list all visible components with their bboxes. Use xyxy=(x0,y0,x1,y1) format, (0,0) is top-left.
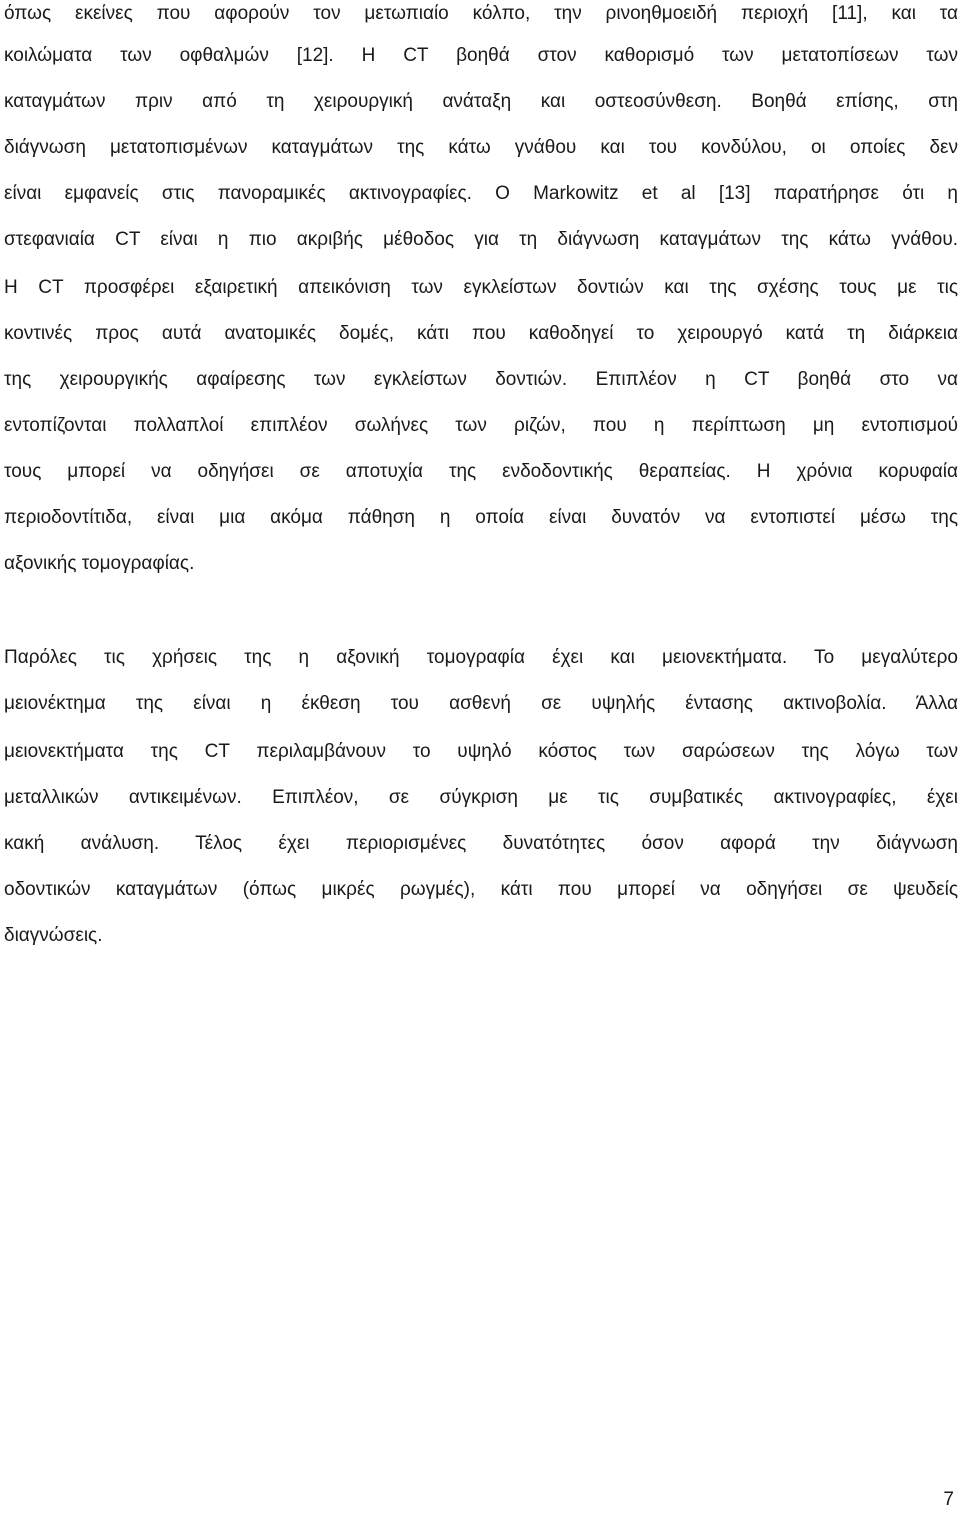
text-line: όπως εκείνες που αφορούν τον μετωπιαίο κόλπο, την ρινοηθμοειδή περιοχή [11], και τα xyxy=(4,3,958,24)
text-line: της χειρουργικής αφαίρεσης των εγκλείστων δοντιών. Επιπλέον η CT βοηθά στο να xyxy=(4,369,958,390)
text-line: μειονέκτημα της είναι η έκθεση του ασθενή σε υψηλής έντασης ακτινοβολία. Άλλα xyxy=(4,693,958,714)
text-line: κακή ανάλυση. Τέλος έχει περιορισμένες δυνατότητες όσον αφορά την διάγνωση xyxy=(4,833,958,854)
text-line: είναι εμφανείς στις πανοραμικές ακτινογραφίες. Ο Markowitz et al [13] παρατήρησε ότι η xyxy=(4,183,958,204)
text-line: Η CT προσφέρει εξαιρετική απεικόνιση των εγκλείστων δοντιών και της σχέσης τους με τις xyxy=(4,277,958,298)
text-line: διάγνωση μετατοπισμένων καταγμάτων της κάτω γνάθου και του κονδύλου, οι οποίες δεν xyxy=(4,137,958,158)
text-line: καταγμάτων πριν από τη χειρουργική ανάταξη και οστεοσύνθεση. Βοηθά επίσης, στη xyxy=(4,91,958,112)
text-line: περιοδοντίτιδα, είναι μια ακόμα πάθηση η οποία είναι δυνατόν να εντοπιστεί μέσω της xyxy=(4,507,958,528)
text-line: μεταλλικών αντικειμένων. Επιπλέον, σε σύγκριση με τις συμβατικές ακτινογραφίες, έχει xyxy=(4,787,958,808)
text-line: κοιλώματα των οφθαλμών [12]. Η CT βοηθά στον καθορισμό των μετατοπίσεων των xyxy=(4,45,958,66)
page-number: 7 xyxy=(943,1489,954,1510)
text-line: τους μπορεί να οδηγήσει σε αποτυχία της ενδοδοντικής θεραπείας. Η χρόνια κορυφαία xyxy=(4,461,958,482)
text-line: διαγνώσεις. xyxy=(4,925,103,946)
text-line: στεφανιαία CT είναι η πιο ακριβής μέθοδος για τη διάγνωση καταγμάτων της κάτω γνάθου. xyxy=(4,229,958,250)
text-line: αξονικής τομογραφίας. xyxy=(4,553,195,574)
text-line: εντοπίζονται πολλαπλοί επιπλέον σωλήνες των ριζών, που η περίπτωση μη εντοπισμού xyxy=(4,415,958,436)
text-line: μειονεκτήματα της CT περιλαμβάνουν το υψηλό κόστος των σαρώσεων της λόγω των xyxy=(4,741,958,762)
text-line: κοντινές προς αυτά ανατομικές δομές, κάτι που καθοδηγεί το χειρουργό κατά τη διάρκεια xyxy=(4,323,958,344)
text-line: Παρόλες τις χρήσεις της η αξονική τομογραφία έχει και μειονεκτήματα. Το μεγαλύτερο xyxy=(4,647,958,668)
text-line: οδοντικών καταγμάτων (όπως μικρές ρωγμές), κάτι που μπορεί να οδηγήσει σε ψευδείς xyxy=(4,879,958,900)
